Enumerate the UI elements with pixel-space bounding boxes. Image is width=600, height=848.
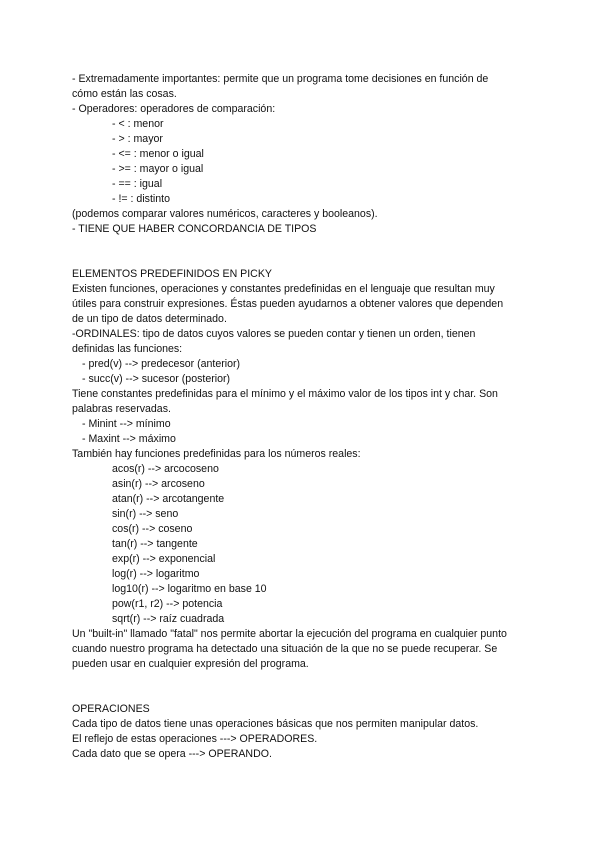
paragraph-line: Cada tipo de datos tiene unas operaciones básicas que nos permiten manipular datos.	[72, 718, 479, 730]
real-function-item: atan(r) --> arcotangente	[112, 493, 225, 505]
operator-item: - > : mayor	[112, 133, 163, 145]
real-function-item: cos(r) --> coseno	[112, 523, 193, 535]
operator-item: - < : menor	[112, 118, 164, 130]
section-comparison	[72, 72, 532, 237]
paragraph-line: - TIENE QUE HABER CONCORDANCIA DE TIPOS	[72, 223, 317, 235]
paragraph-line: - Operadores: operadores de comparación:	[72, 103, 276, 115]
operator-item: - >= : mayor o igual	[112, 163, 204, 175]
spacer	[72, 237, 532, 267]
spacer	[72, 672, 532, 702]
section-title: OPERACIONES	[72, 703, 150, 715]
paragraph-line: cómo están las cosas.	[72, 88, 177, 100]
paragraph-line: (podemos comparar valores numéricos, caracteres y booleanos).	[72, 208, 378, 220]
real-function-item: acos(r) --> arcocoseno	[112, 463, 219, 475]
ordinal-function-item: - pred(v) --> predecesor (anterior)	[82, 358, 241, 370]
paragraph-line: Existen funciones, operaciones y constantes predefinidas en el lenguaje que resultan muy	[72, 283, 495, 295]
section-operations	[72, 702, 532, 762]
operator-item: - != : distinto	[112, 193, 170, 205]
real-function-item: asin(r) --> arcoseno	[112, 478, 205, 490]
paragraph-line: Cada dato que se opera ---> OPERANDO.	[72, 748, 272, 760]
paragraph-line: pueden usar en cualquier expresión del programa.	[72, 658, 309, 670]
paragraph-line: Tiene constantes predefinidas para el mínimo y el máximo valor de los tipos int y char. Son	[72, 388, 498, 400]
paragraph-line: También hay funciones predefinidas para los números reales:	[72, 448, 361, 460]
real-function-item: log10(r) --> logaritmo en base 10	[112, 583, 267, 595]
ordinal-function-item: - succ(v) --> sucesor (posterior)	[82, 373, 231, 385]
paragraph-line: de un tipo de datos determinado.	[72, 313, 227, 325]
constant-item: - Minint --> mínimo	[82, 418, 171, 430]
constant-item: - Maxint --> máximo	[82, 433, 176, 445]
paragraph-line: Un "built-in" llamado "fatal" nos permite abortar la ejecución del programa en cualquier punto	[72, 628, 507, 640]
real-function-item: sqrt(r) --> raíz cuadrada	[112, 613, 225, 625]
real-function-item: tan(r) --> tangente	[112, 538, 198, 550]
real-function-item: sin(r) --> seno	[112, 508, 179, 520]
paragraph-line: - Extremadamente importantes: permite que un programa tome decisiones en función de	[72, 73, 489, 85]
real-function-item: pow(r1, r2) --> potencia	[112, 598, 223, 610]
section-title: ELEMENTOS PREDEFINIDOS EN PICKY	[72, 268, 272, 280]
paragraph-line: El reflejo de estas operaciones ---> OPERADORES.	[72, 733, 318, 745]
operator-item: - <= : menor o igual	[112, 148, 204, 160]
paragraph-line: útiles para construir expresiones. Éstas pueden ayudarnos a obtener valores que dependen	[72, 298, 504, 310]
section-predefined	[72, 267, 532, 672]
document-content	[72, 72, 532, 762]
paragraph-line: cuando nuestro programa ha detectado una situación de la que no se puede recuperar. Se	[72, 643, 498, 655]
paragraph-line: -ORDINALES: tipo de datos cuyos valores se pueden contar y tienen un orden, tienen	[72, 328, 476, 340]
operator-item: - == : igual	[112, 178, 163, 190]
paragraph-line: palabras reservadas.	[72, 403, 171, 415]
paragraph-line: definidas las funciones:	[72, 343, 183, 355]
real-function-item: log(r) --> logaritmo	[112, 568, 200, 580]
real-function-item: exp(r) --> exponencial	[112, 553, 216, 565]
